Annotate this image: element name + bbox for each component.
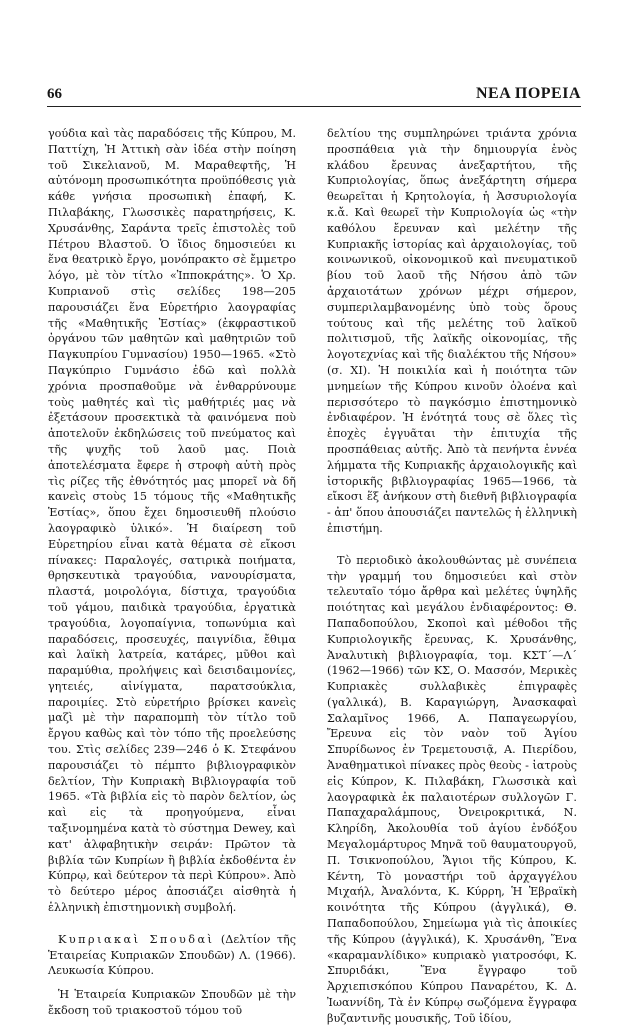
left-paragraph-1: γούδια καὶ τὰς παραδόσεις τῆς Κύπρου, Μ. Παττίχη, Ἡ Ἀττικὴ σὰν ἰδέα στὴν ποίηση τοῦ Σικελιανοῦ, Μ. Μαραθεφτῆς, Ἡ αὐτόνομη προσωπικότητα προϋπόθεσις γιὰ κάθε γνήσια προσωπικὴ ἐπαφή, Κ. Πιλαβάκης, Γλωσσικὲς παρατηρήσεις, Κ. Χρυσάνθης, Σαράντα τρεῖς ἐπιστολὲς τοῦ Πέτρου Βλαστοῦ. Ὁ ἴδιος δημοσιεύει κι ἕνα θεατρικὸ ἔργο, μονόπρακτο σὲ ἔμμετρο λόγο, μὲ τὸν τίτλο «Ἱπποκράτης». Ὁ Χρ. Κυπριανοῦ στὶς σελίδες 198—205 παρουσιάζει ἕνα Εὑρετήριο λαογραφίας τῆς «Μαθητικῆς Ἑστίας» (ἐκφραστικοῦ ὀργάνου τῶν μαθητῶν καὶ μαθητριῶν τοῦ Παγκυπρίου Γυμνασίου) 1950—1965. «Στὸ Παγκύπριο Γυμνάσιο ἐδῶ καὶ πολλὰ χρόνια προσπαθοῦμε νὰ ἐνθαρρύνουμε τοὺς μαθητές καὶ τὶς μαθήτριές μας νὰ ἐξετάσουν προσεκτικὰ τὰ φαινόμενα ποὺ ἀποτελοῦν ἐκδηλώσεις τοῦ πνεύματος καὶ τῆς ψυχῆς τοῦ λαοῦ μας. Ποιὰ ἀποτελέσματα ἔφερε ἡ στροφὴ αὐτὴ πρὸς τὶς ρίζες τῆς ἐθνότητός μας μπορεῖ νὰ δῆ κανεὶς στοὺς 15 τόμους τῆς «Μαθητικῆς Ἑστίας», ὅπου ἔχει δημοσιευθῆ πλούσιο λαογραφικὸ ὑλικό». Ἡ διαίρεση τοῦ Εὑρετηρίου εἶναι κατὰ θέματα σὲ εἴκοσι πίνακες: Παραλογές, σατιρικὰ ποιήματα, θρησκευτικὰ τραγούδια, νανουρίσματα, πλαστά, μοιρολόγια, δίστιχα, τραγούδια τοῦ γάμου, παιδικὰ τραγούδια, ἐργατικὰ τραγούδια, λογοπαίγνια, τοπωνύμια καὶ παραδόσεις, προσευχές, παιγνίδια, ἔθιμα καὶ λαϊκὴ λατρεία, κατάρες, μῦθοι καὶ παραμύθια, προλήψεις καὶ δεισιδαιμονίες, γητειές, αἰνίγματα, παρατσούκλια, παροιμίες. Στὸ εὑρετήριο βρίσκει κανεὶς μαζὶ μὲ τὴν παραπομπὴ τὸν τίτλο τοῦ ἔργου καθὼς καὶ τὸν τόπο τῆς προελεύσης του. Στὶς σελίδες 239—246 ὁ Κ. Στεφάνου παρουσιάζει τὸ πέμπτο βιβλιογραφικὸν δελτίον, Τὴν Κυπριακὴ Βιβλιογραφία τοῦ 1965. «Τὰ βιβλία εἰς τὸ παρὸν δελτίον, ὡς καὶ εἰς τὰ προηγούμενα, εἶναι ταξινομημένα κατὰ τὸ σύστημα Dewey, καὶ κατ' ἀλφαβητικὴν σειράν: Πρῶτον τὰ βιβλία τῶν Κυπρίων ἢ βιβλία ἐκδοθέντα ἐν Κύπρῳ, καὶ δεύτερον τὰ περὶ Κύπρου». Ἀπὸ τὸ δεύτερο μέρος ἀποσιάζει αἰσθητὰ ἡ ἑλληνικὴ ἐπιστημονικὴ συμβολή. xyxy=(48,127,296,915)
section-heading-kypriakai-spoudai: Κυπριακαὶ Σπουδαὶ xyxy=(58,932,215,946)
right-paragraph-1: δελτίου της συμπληρώνει τριάντα χρόνια προσπάθεια γιὰ τὴν δημιουργία ἑνὸς κλάδου ἔρευνας ἀνεξαρτήτου, τῆς Κυπριολογίας, ὅπως ἀνεξάρτητη σήμερα θεωρεῖται ἡ Κρητολογία, ἡ Ἀσσυριολογία κ.ἄ. Καὶ θεωρεῖ τὴν Κυπριολογία ὡς «τὴν καθόλου ἔρευναν καὶ μελέτην τῆς Κυπριακῆς ἱστορίας καὶ ἀρχαιολογίας, τοῦ κοινωνικοῦ, οἰκονομικοῦ καὶ πνευματικοῦ βίου τοῦ λαοῦ τῆς Νήσου ἀπὸ τῶν ἀρχαιοτάτων χρόνων μέχρι σήμερον, συμπεριλαμβανομένης ὑπὸ τοὺς ὅρους τούτους καὶ τῆς μελέτης τοῦ λαϊκοῦ πολιτισμοῦ, τῆς λαϊκῆς οἰκονομίας, τῆς λογοτεχνίας καὶ τῆς διαλέκτου τῆς Νήσου» (σ. ΧΙ). Ἡ ποικιλία καὶ ἡ ποιότητα τῶν μνημείων τῆς Κύπρου κινοῦν ὁλοένα καὶ περισσότερο τὸ παγκόσμιο ἐπιστημονικὸ ἐνδιαφέρον. Ἡ ἑνότητά τους σὲ ὅλες τὶς ἐποχὲς ἐγγυᾶται τὴν ἐπιτυχία τῆς προσπάθειας αὐτῆς. Ἀπὸ τὰ πενήντα ἐννέα λήμματα τῆς Κυπριακῆς ἀρχαιολογικῆς καὶ ἱστορικῆς βιβλιογραφίας 1965—1966, τὰ εἴκοσι ἕξ ἀνήκουν στὴ διεθνῆ βιβλιογραφία - ἀπ' ὅπου ἀπουσιάζει παντελῶς ἡ ἑλληνικὴ ἐπιστήμη. xyxy=(327,127,577,535)
right-paragraph-2: Τὸ περιοδικὸ ἀκολουθώντας μὲ συνέπεια τὴν γραμμή του δημοσιεύει καὶ στὸν τελευταῖο τόμο ἄρθρα καὶ μελέτες ὑψηλῆς ποιότητας καὶ μεγάλου ἐνδιαφέροντος: Θ. Παπαδοπούλου, Σκοποὶ καὶ μέθοδοι τῆς Κυπριολογικῆς ἔρευνας, Κ. Χρυσάνθης, Ἀναλυτικὴ βιβλιογραφία, τομ. ΚΣΤ΄—Λ΄ (1962—1966) τῶν ΚΣ, Ο. Μασσόν, Μερικὲς Κυπριακὲς συλλαβικὲς ἐπιγραφὲς (γαλλικά), Β. Καραγιώργη, Ἀνασκαφαὶ Σαλαμῖνος 1966, Α. Παπαγεωργίου, Ἔρευνα εἰς τὸν ναὸν τοῦ Ἁγίου Σπυρίδωνος ἐν Τρεμετουσιᾷ, Α. Πιερίδου, Ἀναθηματικοὶ πίνακες πρὸς θεοὺς - ἰατροὺς εἰς Κύπρον, Κ. Πιλαβάκη, Γλωσσικὰ καὶ λαογραφικὰ ἐκ παλαιοτέρων συλλογῶν Γ. Παπαχαραλάμπους, Ὀνειροκριτικά, Ν. Κληρίδη, Ἀκολουθία τοῦ ἁγίου ἐνδόξου Μεγαλομάρτυρος Μηνᾶ τοῦ θαυματουργοῦ, Π. Τσικνοπούλου, Ἅγιοι τῆς Κύπρου, Κ. Κέντη, Τὸ μοναστήρι τοῦ ἀρχαγγέλου Μιχαήλ, Ἀναλόντα, Κ. Κύρρη, Ἡ Ἑβραϊκὴ κοινότητα τῆς Κύπρου (ἀγγλικά), Θ. Παπαδοπούλου, Σημείωμα γιὰ τὶς ἀποικίες τῆς Κύπρου (ἀγγλικά), Κ. Χρυσάνθη, Ἕνα «καραμανλίδικο» κυπριακὸ γιατροσόφι, Κ. Σπυριδάκι, Ἕνα ἔγγραφο τοῦ Ἀρχιεπισκόπου Κύπρου Παναρέτου, Κ. Δ. Ἰωαννίδη, Τὰ ἐν Κύπρῳ σωζόμενα ἔγγραφα βυζαντινῆς μουσικῆς, Τοῦ ἰδίου, xyxy=(327,553,577,1025)
journal-title: ΝΕΑ ΠΟΡΕΙΑ xyxy=(475,85,581,102)
right-column xyxy=(327,126,577,1027)
left-paragraph-2 xyxy=(48,932,296,979)
left-paragraph-3: Ἡ Ἑταιρεία Κυπριακῶν Σπουδῶν μὲ τὴν ἔκδοση τοῦ τριακοστοῦ τόμου τοῦ xyxy=(48,988,296,1018)
section-citation: (Δελτίον τῆς Ἑταιρείας Κυπριακῶν Σπουδῶν) Λ. (1966). Λευκωσία Κύπρου. xyxy=(48,932,297,978)
running-header xyxy=(47,84,581,107)
page-number: 66 xyxy=(47,86,62,102)
left-column xyxy=(48,126,296,1019)
